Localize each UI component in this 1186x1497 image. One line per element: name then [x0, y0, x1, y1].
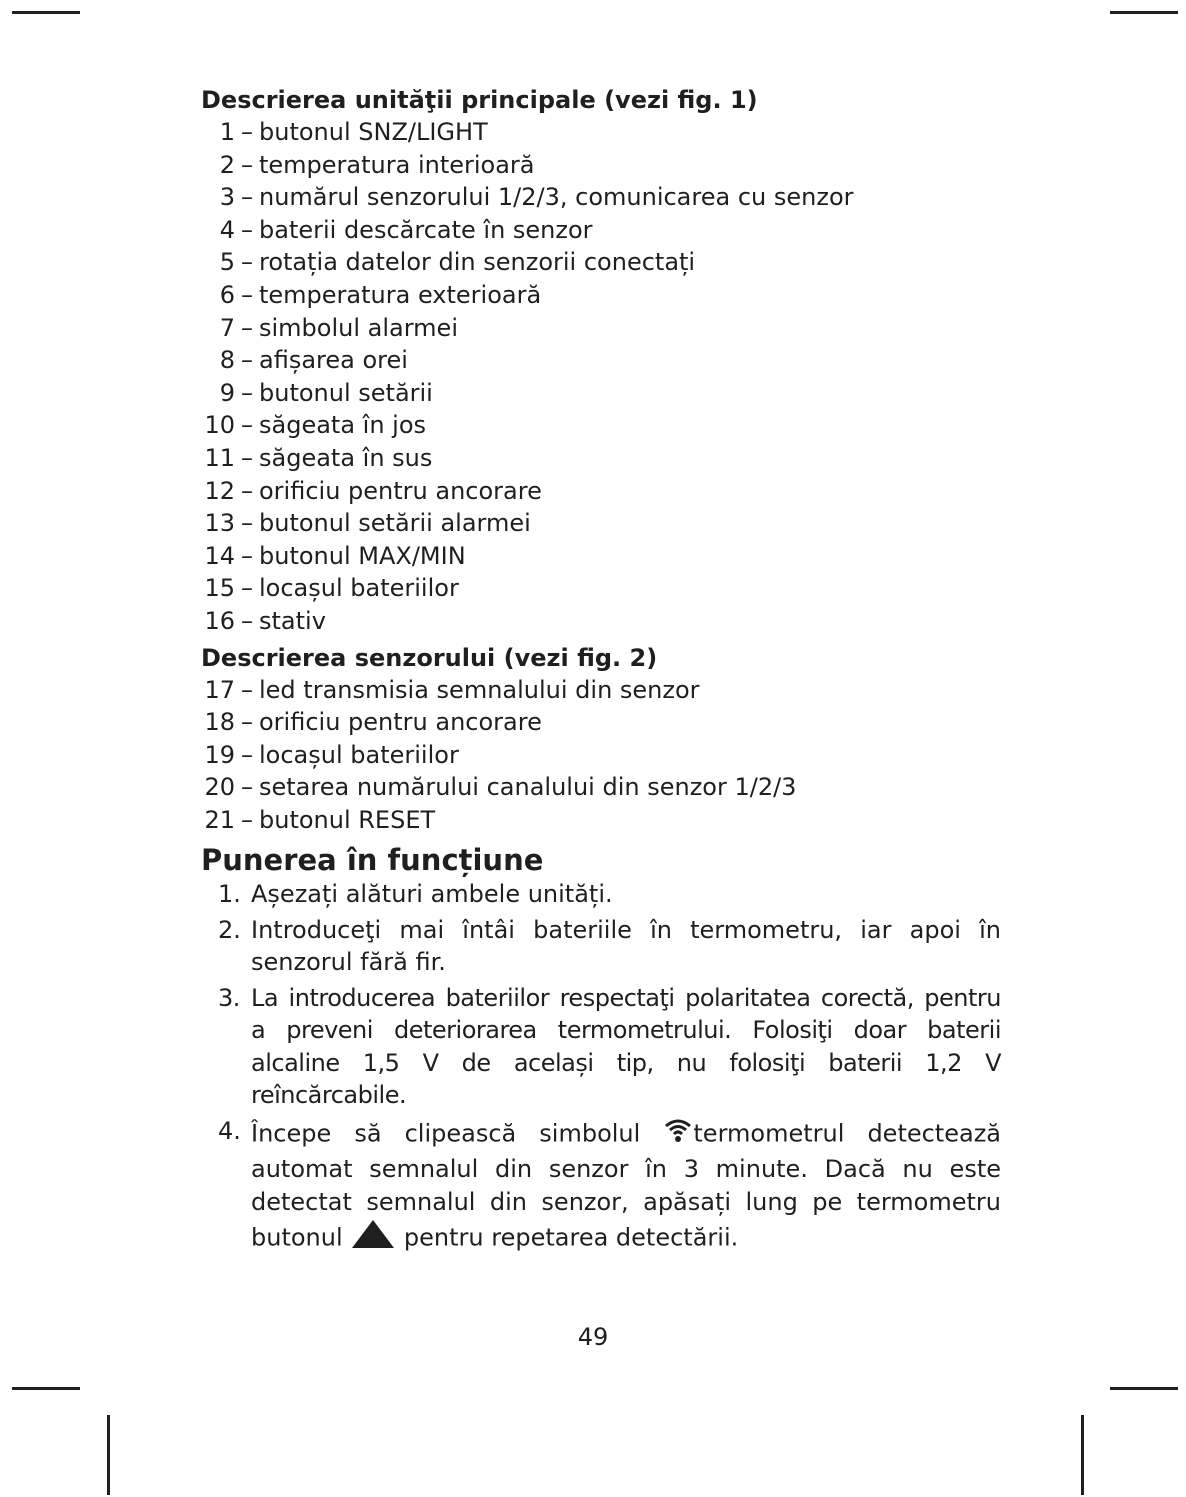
item-number: 8	[219, 346, 235, 375]
item-text: butonul setării alarmei	[259, 509, 531, 538]
item-text: săgeata în jos	[259, 411, 427, 440]
item-dash: –	[241, 443, 253, 472]
item-text: setarea numărului canalului din senzor 1/2/3	[259, 773, 797, 802]
item-dash: –	[241, 118, 253, 146]
crop-mark-bottom-right-h	[1110, 1387, 1178, 1390]
crop-mark-bottom-left-v	[107, 1415, 110, 1495]
item-dash: –	[241, 346, 253, 375]
list-item	[201, 409, 1001, 442]
item-number: 18	[204, 708, 235, 737]
list-item	[201, 475, 1001, 508]
list-item	[201, 377, 1001, 410]
setup-step: 3. La introducerea bateriilor respectaţi polaritatea corectă, pentru a preveni deteriorarea termometrului. Folosiţi doar baterii alcaline 1,5 V de același tip, nu folosiţi baterii 1,2 V reîncărcabile.	[218, 983, 1001, 1110]
item-number: 16	[204, 606, 235, 635]
section-title-setup: Punerea în funcțiune	[201, 843, 544, 878]
item-dash: –	[241, 773, 253, 802]
list-item	[201, 312, 1001, 345]
item-number: 5	[219, 248, 235, 277]
item-number: 9	[219, 378, 235, 407]
list-item	[201, 246, 1001, 279]
setup-steps	[201, 878, 1001, 1259]
setup-step: 2. Introduceţi mai întâi bateriile în termometru, iar apoi în senzorul fără fir.	[218, 915, 1001, 977]
item-number: 15	[204, 574, 235, 603]
item-text: rotația datelor din senzorii conectați	[259, 248, 696, 277]
item-number: 6	[219, 280, 235, 309]
list-item	[201, 181, 1001, 214]
item-dash: –	[241, 313, 253, 342]
item-text: numărul senzorului 1/2/3, comunicarea cu senzor	[259, 183, 854, 212]
item-dash: –	[241, 805, 253, 834]
item-text: butonul setării	[259, 378, 433, 407]
item-dash: –	[241, 708, 253, 737]
setup-step: 1. Așezați alături ambele unități.	[218, 880, 613, 909]
section-title-main-unit: Descrierea unităţii principale (vezi fig. 1)	[201, 86, 758, 114]
list-item	[201, 674, 1001, 707]
item-dash: –	[241, 411, 253, 440]
signal-icon	[663, 1115, 693, 1154]
list-item	[201, 214, 1001, 247]
list-item	[201, 572, 1001, 605]
item-dash: –	[241, 675, 253, 704]
item-dash: –	[241, 509, 253, 538]
item-dash: –	[241, 476, 253, 505]
list-item	[201, 149, 1001, 182]
item-number: 20	[204, 773, 235, 802]
item-number: 21	[204, 805, 235, 834]
item-text: butonul RESET	[259, 805, 436, 834]
item-text: simbolul alarmei	[259, 313, 458, 342]
item-dash: –	[241, 183, 253, 212]
item-number: 3	[219, 183, 235, 212]
item-number: 17	[204, 675, 235, 704]
item-number: 14	[204, 541, 235, 570]
page-content	[201, 84, 1001, 1262]
list-item	[201, 344, 1001, 377]
item-number: 7	[219, 313, 235, 342]
item-text: orificiu pentru ancorare	[259, 708, 542, 737]
setup-step: 4. Începe să clipească simbolul termometrul detectează automat semnalul din senzor în 3 minute. Dacă nu este detectat semnalul din senzor, apăsați lung pe termometru butonul pentru repetarea detectării.	[201, 1115, 1001, 1259]
list-item	[201, 804, 1001, 837]
item-text: butonul SNZ/LIGHT	[259, 118, 488, 146]
crop-mark-top-left	[12, 11, 80, 14]
sensor-parts-list	[201, 674, 1001, 837]
item-dash: –	[241, 740, 253, 769]
item-dash: –	[241, 574, 253, 603]
item-text: temperatura exterioară	[259, 280, 542, 309]
list-item	[201, 605, 1001, 638]
list-item	[201, 507, 1001, 540]
item-text: baterii descărcate în senzor	[259, 215, 593, 244]
list-item	[201, 116, 1001, 149]
list-item	[201, 540, 1001, 573]
item-number: 11	[204, 443, 235, 472]
item-dash: –	[241, 606, 253, 635]
item-number: 2	[219, 150, 235, 179]
item-text: locașul bateriilor	[259, 740, 459, 769]
item-number: 4	[219, 215, 235, 244]
item-text: stativ	[259, 606, 326, 635]
item-number: 19	[204, 740, 235, 769]
item-dash: –	[241, 280, 253, 309]
up-arrow-icon	[350, 1218, 396, 1259]
item-dash: –	[241, 150, 253, 179]
list-item	[201, 706, 1001, 739]
item-dash: –	[241, 215, 253, 244]
item-text: temperatura interioară	[259, 150, 535, 179]
item-dash: –	[241, 248, 253, 277]
crop-mark-bottom-left-h	[12, 1387, 80, 1390]
list-item	[201, 739, 1001, 772]
item-text: butonul MAX/MIN	[259, 541, 466, 570]
list-item	[201, 442, 1001, 475]
main-unit-parts-list	[201, 116, 1001, 638]
item-text: afișarea orei	[259, 346, 408, 375]
item-number: 13	[204, 509, 235, 538]
item-text: orificiu pentru ancorare	[259, 476, 542, 505]
item-text: led transmisia semnalului din senzor	[259, 675, 700, 704]
item-text: locașul bateriilor	[259, 574, 459, 603]
list-item	[201, 771, 1001, 804]
item-number: 12	[204, 476, 235, 505]
item-dash: –	[241, 541, 253, 570]
page-number: 49	[577, 1323, 609, 1351]
list-item	[201, 279, 1001, 312]
item-number: 10	[204, 411, 235, 440]
item-dash: –	[241, 378, 253, 407]
crop-mark-top-right	[1110, 11, 1178, 14]
item-number: 1	[219, 118, 235, 146]
item-text: săgeata în sus	[259, 443, 433, 472]
section-title-sensor: Descrierea senzorului (vezi fig. 2)	[201, 643, 658, 672]
crop-mark-bottom-right-v	[1081, 1415, 1084, 1495]
